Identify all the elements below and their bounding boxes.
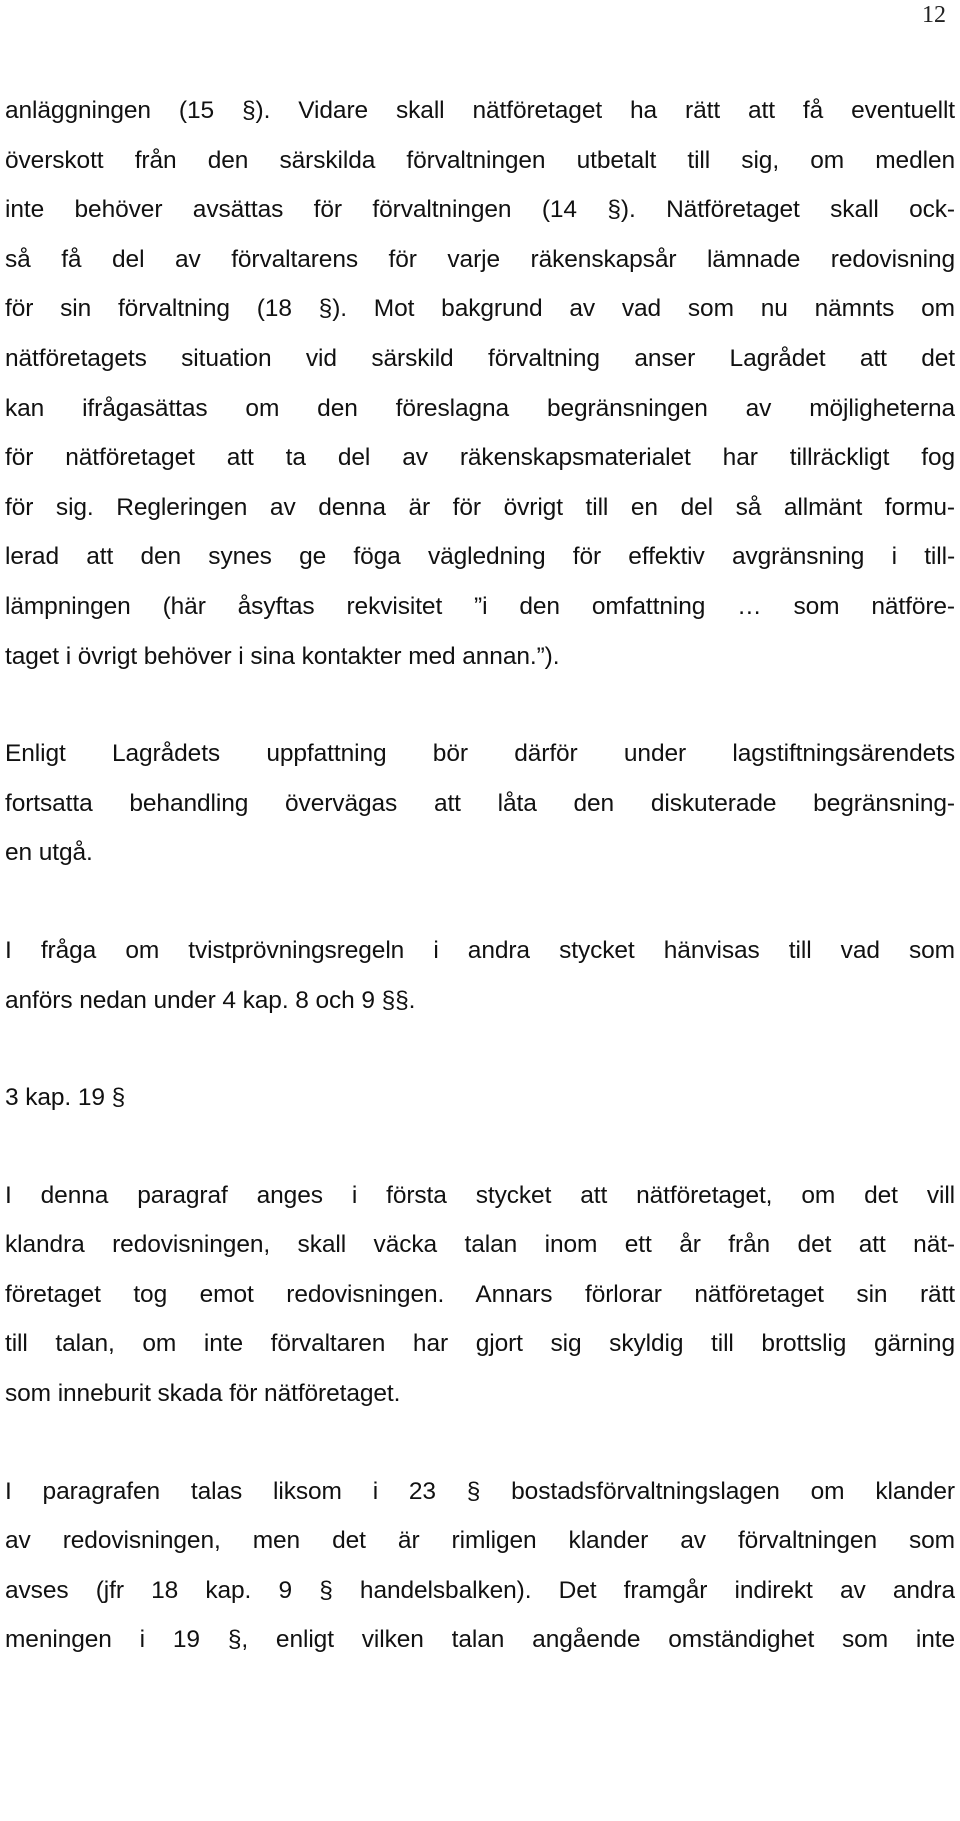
text-line: I paragrafen talas liksom i 23 § bostadsförvaltningslagen om klander — [5, 1477, 955, 1505]
text-line: nätföretagets situation vid särskild förvaltning anser Lagrådet att det — [5, 344, 955, 372]
document-body — [5, 86, 955, 1713]
text-line: I denna paragraf anges i första stycket att nätföretaget, om det vill — [5, 1181, 955, 1209]
text-line: klandra redovisningen, skall väcka talan inom ett år från det att nät- — [5, 1231, 955, 1259]
text-line: meningen i 19 §, enligt vilken talan angående omständighet som inte — [5, 1626, 955, 1654]
paragraph-3 — [5, 926, 955, 1025]
text-line: som inneburit skada för nätföretaget. — [5, 1380, 401, 1408]
section-heading-text: 3 kap. 19 § — [5, 1084, 126, 1112]
text-line: inte behöver avsättas för förvaltningen (14 §). Nätföretaget skall ock- — [5, 196, 955, 224]
paragraph-2 — [5, 729, 955, 878]
text-line: avses (jfr 18 kap. 9 § handelsbalken). Det framgår indirekt av andra — [5, 1576, 955, 1604]
text-line: en utgå. — [5, 839, 93, 867]
text-line: I fråga om tvistprövningsregeln i andra stycket hänvisas till vad som — [5, 936, 955, 964]
paragraph-1 — [5, 86, 955, 681]
text-line: så få del av förvaltarens för varje räkenskapsår lämnade redovisning — [5, 245, 955, 273]
paragraph-5 — [5, 1171, 955, 1419]
text-line: Enligt Lagrådets uppfattning bör därför under lagstiftningsärendets — [5, 740, 955, 768]
text-line: anförs nedan under 4 kap. 8 och 9 §§. — [5, 986, 416, 1014]
text-line: lerad att den synes ge föga vägledning för effektiv avgränsning i till- — [5, 543, 955, 571]
section-heading — [5, 1073, 955, 1123]
text-line: av redovisningen, men det är rimligen klander av förvaltningen som — [5, 1527, 955, 1555]
text-line: för sin förvaltning (18 §). Mot bakgrund av vad som nu nämnts om — [5, 295, 955, 323]
text-line: för sig. Regleringen av denna är för övrigt till en del så allmänt formu- — [5, 493, 955, 521]
text-line: företaget tog emot redovisningen. Annars förlorar nätföretaget sin rätt — [5, 1280, 955, 1308]
text-line: till talan, om inte förvaltaren har gjort sig skyldig till brottslig gärning — [5, 1330, 955, 1358]
paragraph-6 — [5, 1467, 955, 1665]
text-line: lämpningen (här åsyftas rekvisitet ”i den omfattning … som nätföre- — [5, 592, 955, 620]
text-line: kan ifrågasättas om den föreslagna begränsningen av möjligheterna — [5, 394, 955, 422]
text-line: fortsatta behandling övervägas att låta den diskuterade begränsning- — [5, 789, 955, 817]
text-line: överskott från den särskilda förvaltningen utbetalt till sig, om medlen — [5, 146, 955, 174]
text-line: taget i övrigt behöver i sina kontakter med annan.”). — [5, 642, 560, 670]
text-line: anläggningen (15 §). Vidare skall nätföretaget ha rätt att få eventuellt — [5, 97, 955, 124]
page-number: 12 — [922, 2, 946, 28]
text-line: för nätföretaget att ta del av räkenskapsmaterialet har tillräckligt fog — [5, 444, 955, 472]
